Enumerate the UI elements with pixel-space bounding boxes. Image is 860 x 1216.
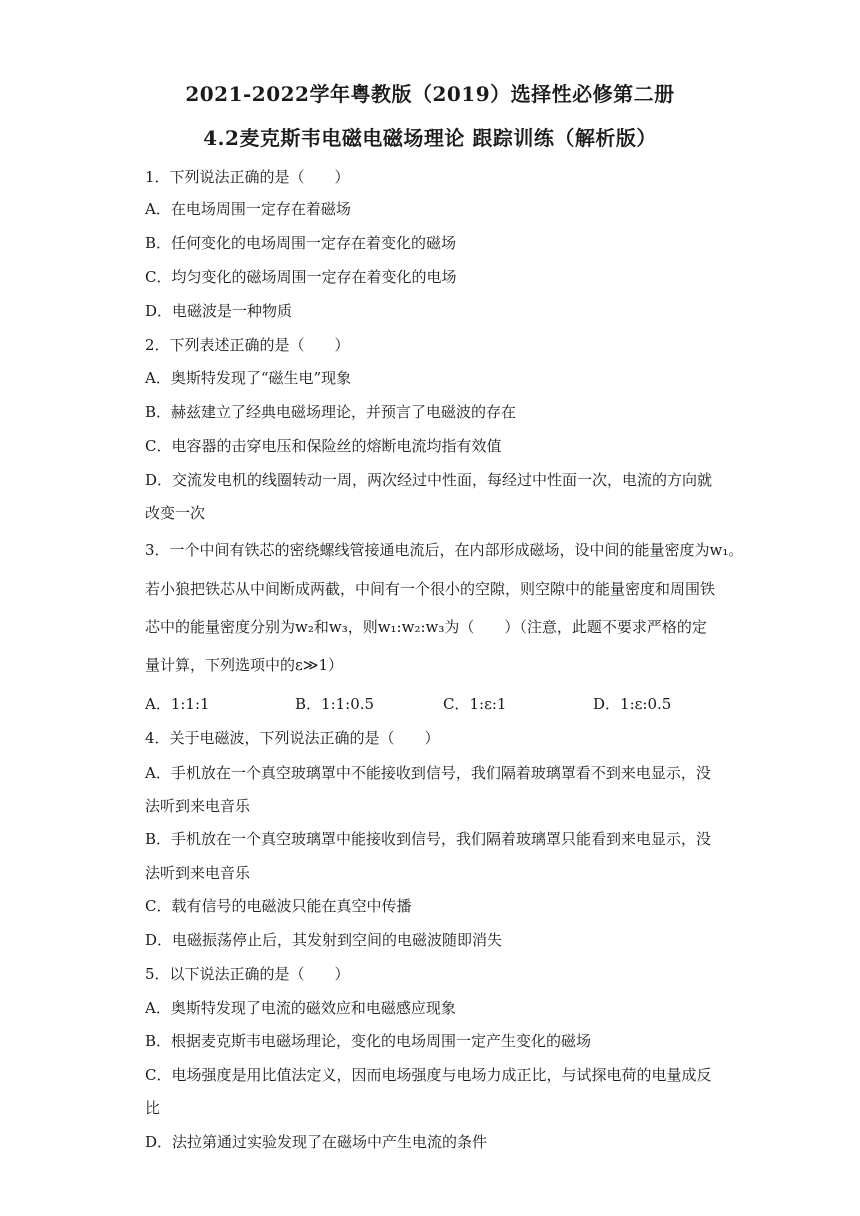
- question-3-stem-line4: 量计算，下列选项中的ε≫1）: [145, 656, 344, 674]
- question-2-option-d-cont: 改变一次: [145, 504, 206, 522]
- question-3-option-a: A．1:1:1: [145, 695, 210, 713]
- question-5-stem: 5．以下说法正确的是（ ）: [145, 965, 350, 983]
- question-1-option-d: D．电磁波是一种物质: [145, 302, 293, 320]
- question-3-option-c: C．1:ε:1: [443, 695, 507, 713]
- question-5-option-b: B．根据麦克斯韦电磁场理论，变化的电场周围一定产生变化的磁场: [145, 1032, 592, 1050]
- question-4-option-b: B．手机放在一个真空玻璃罩中能接收到信号，我们隔着玻璃罩只能看到来电显示，没: [145, 830, 712, 848]
- question-5-option-c-cont: 比: [145, 1099, 161, 1117]
- question-2-stem: 2．下列表述正确的是（ ）: [145, 336, 350, 354]
- question-5-option-d: D．法拉第通过实验发现了在磁场中产生电流的条件: [145, 1133, 488, 1151]
- question-4-option-c: C．载有信号的电磁波只能在真空中传播: [145, 897, 412, 915]
- question-4-option-d: D．电磁振荡停止后，其发射到空间的电磁波随即消失: [145, 931, 503, 949]
- question-3-stem-line3: 芯中的能量密度分别为w₂和w₃，则w₁:w₂:w₃为（ ）（注意，此题不要求严格的定: [145, 618, 707, 636]
- question-4-option-b-cont: 法听到来电音乐: [145, 864, 251, 882]
- document-title: 2021-2022学年粤教版（2019）选择性必修第二册: [185, 82, 675, 106]
- question-5-option-a: A．奥斯特发现了电流的磁效应和电磁感应现象: [145, 999, 456, 1017]
- question-2-option-c: C．电容器的击穿电压和保险丝的熔断电流均指有效值: [145, 437, 502, 455]
- question-2-option-d: D．交流发电机的线圈转动一周，两次经过中性面，每经过中性面一次，电流的方向就: [145, 471, 713, 489]
- question-4-option-a-cont: 法听到来电音乐: [145, 797, 251, 815]
- question-1-option-a: A．在电场周围一定存在着磁场: [145, 200, 351, 218]
- question-1-option-b: B．任何变化的电场周围一定存在着变化的磁场: [145, 234, 457, 252]
- question-3-stem-line1: 3．一个中间有铁芯的密绕螺线管接通电流后，在内部形成磁场，设中间的能量密度为w₁。: [145, 541, 744, 559]
- document-subtitle: 4.2麦克斯韦电磁电磁场理论 跟踪训练（解析版）: [203, 126, 657, 150]
- question-1-option-c: C．均匀变化的磁场周围一定存在着变化的电场: [145, 268, 457, 286]
- question-2-option-a: A．奥斯特发现了“磁生电”现象: [145, 369, 352, 387]
- question-4-option-a: A．手机放在一个真空玻璃罩中不能接收到信号，我们隔着玻璃罩看不到来电显示，没: [145, 764, 711, 782]
- question-5-option-c: C．电场强度是用比值法定义，因而电场强度与电场力成正比，与试探电荷的电量成反: [145, 1066, 712, 1084]
- question-3-option-b: B．1:1:0.5: [295, 695, 375, 713]
- question-2-option-b: B．赫兹建立了经典电磁场理论，并预言了电磁波的存在: [145, 403, 517, 421]
- question-1-stem: 1．下列说法正确的是（ ）: [145, 168, 350, 186]
- question-3-stem-line2: 若小狼把铁芯从中间断成两截，中间有一个很小的空隙，则空隙中的能量密度和周围铁: [145, 580, 716, 598]
- question-4-stem: 4．关于电磁波，下列说法正确的是（ ）: [145, 729, 440, 747]
- question-3-option-d: D．1:ε:0.5: [593, 695, 672, 713]
